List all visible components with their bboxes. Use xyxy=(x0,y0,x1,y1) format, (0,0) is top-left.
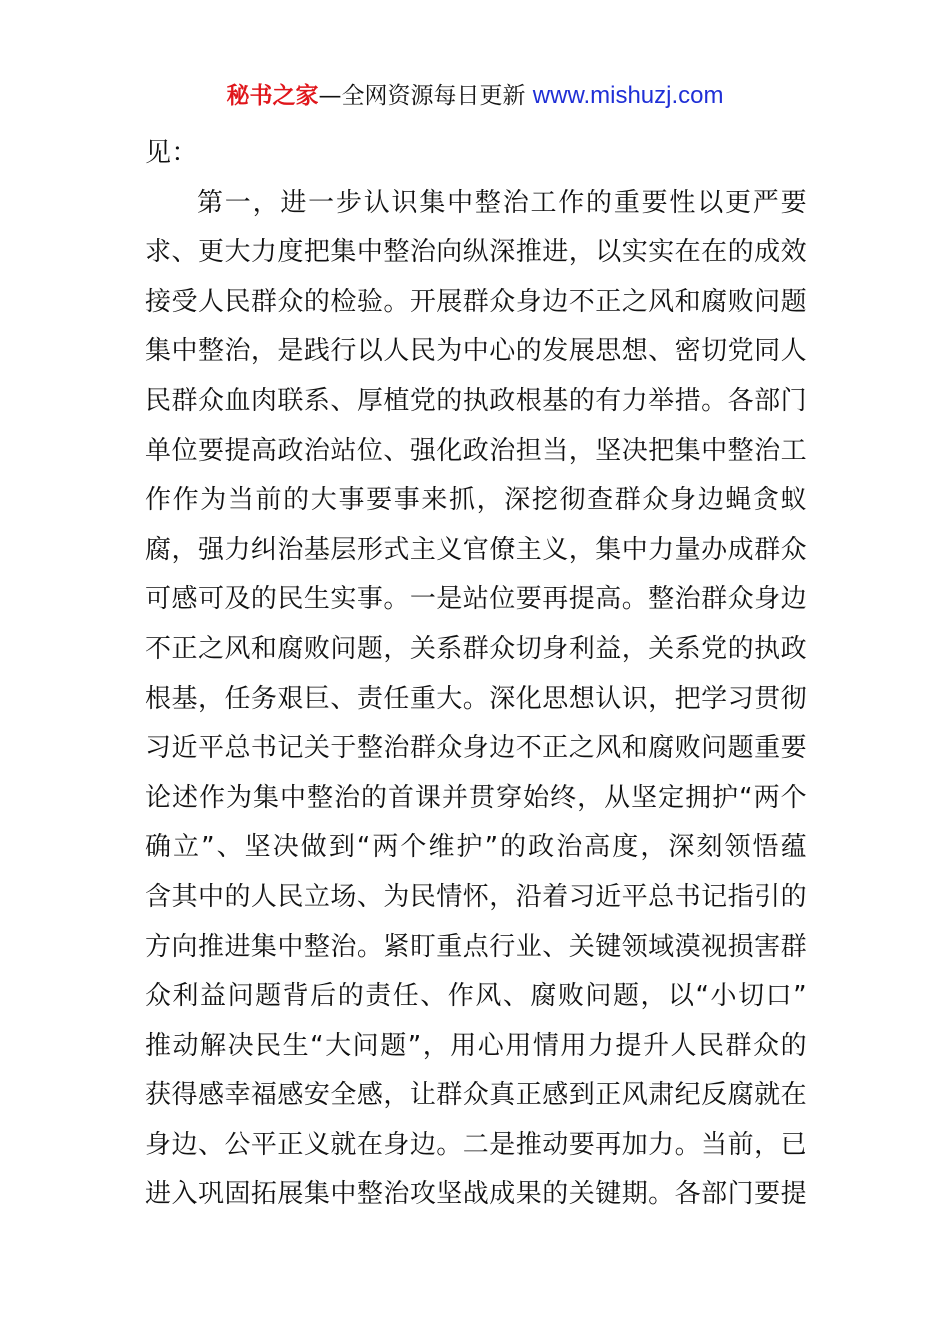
text-line: 作作为当前的大事要事来抓，深挖彻查群众身边蝇贪蚁 xyxy=(145,485,807,516)
text-line: 推动解决民生“大问题”，用心用情用力提升人民群众的 xyxy=(145,1030,807,1061)
text-line: 获得感幸福感安全感，让群众真正感到正风肃纪反腐就在 xyxy=(145,1080,807,1111)
text-line: 进入巩固拓展集中整治攻坚战成果的关键期。各部门要提 xyxy=(145,1179,807,1210)
text-line: 求、更大力度把集中整治向纵深推进，以实实在在的成效 xyxy=(145,237,807,268)
header-slogan: —全网资源每日更新 xyxy=(318,83,526,109)
paragraph-first-line: 第一，进一步认识集中整治工作的重要性以更严要 xyxy=(197,187,807,218)
text-line: 确立”、坚决做到“两个维护”的政治高度，深刻领悟蕴 xyxy=(145,832,807,863)
brand-name: 秘书之家 xyxy=(226,83,319,109)
text-line: 含其中的人民立场、为民情怀，沿着习近平总书记指引的 xyxy=(145,881,807,912)
text-line: 论述作为集中整治的首课并贯穿始终，从坚定拥护“两个 xyxy=(145,782,807,813)
text-line: 可感可及的民生实事。一是站位要再提高。整治群众身边 xyxy=(145,584,807,615)
text-line: 身边、公平正义就在身边。二是推动要再加力。当前，已 xyxy=(145,1129,807,1160)
text-line: 见： xyxy=(145,138,198,168)
text-line: 根基，任务艰巨、责任重大。深化思想认识，把学习贯彻 xyxy=(145,683,807,714)
text-line: 接受人民群众的检验。开展群众身边不正之风和腐败问题 xyxy=(145,286,807,317)
text-line: 民群众血肉联系、厚植党的执政根基的有力举措。各部门 xyxy=(145,385,807,416)
site-url[interactable]: www.mishuzj.com xyxy=(532,82,724,109)
text-line: 众利益问题背后的责任、作风、腐败问题，以“小切口” xyxy=(145,981,807,1012)
text-line: 习近平总书记关于整治群众身边不正之风和腐败问题重要 xyxy=(145,733,807,764)
site-header xyxy=(0,80,950,112)
text-line: 集中整治，是践行以人民为中心的发展思想、密切党同人 xyxy=(145,336,807,367)
text-line: 腐，强力纠治基层形式主义官僚主义，集中力量办成群众 xyxy=(145,534,807,565)
document-body xyxy=(145,129,807,1220)
text-line: 方向推进集中整治。紧盯重点行业、关键领域漠视损害群 xyxy=(145,931,807,962)
text-line: 单位要提高政治站位、强化政治担当，坚决把集中整治工 xyxy=(145,435,807,466)
text-line: 不正之风和腐败问题，关系群众切身利益，关系党的执政 xyxy=(145,633,807,664)
